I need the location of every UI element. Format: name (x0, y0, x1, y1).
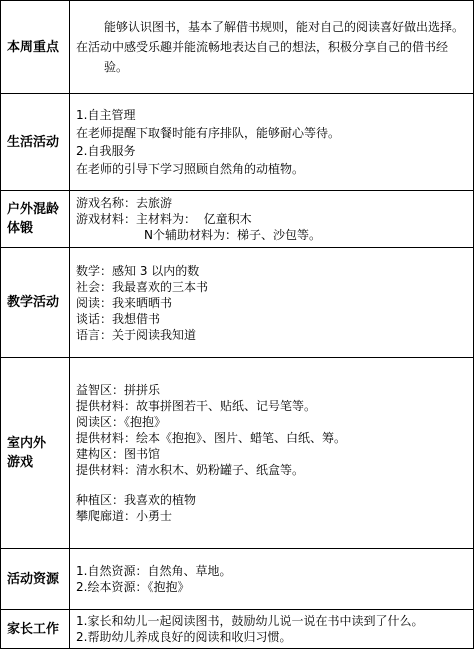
content-line: N个辅助材料为：梯子、沙包等。 (144, 228, 321, 242)
row-label-teaching: 教学活动 (1, 248, 70, 358)
table-row (1, 248, 474, 358)
content-line: 2.绘本资源：《抱抱》 (76, 580, 190, 594)
content-line: 2.自我服务 (76, 144, 136, 158)
content-line: 阅读区：《抱抱》 (76, 415, 167, 429)
row-content-teaching (70, 248, 474, 358)
content-line: 攀爬廊道：小勇士 (76, 509, 173, 523)
content-line: 2.帮助幼儿养成良好的阅读和收归习惯。 (76, 630, 292, 644)
content-line: 在活动中感受乐趣并能流畅地表达自己的想法，积极分享自己的借书经 (76, 40, 449, 54)
row-content-resources (70, 549, 474, 610)
content-line: 1.家长和幼儿一起阅读图书，鼓励幼儿说一说在书中读到了什么。 (76, 614, 424, 628)
row-content-outdoor-exercise (70, 191, 474, 248)
table-row (1, 549, 474, 610)
table-row (1, 1, 474, 94)
content-line: 在老师提醒下取餐时能有序排队，能够耐心等待。 (76, 126, 341, 140)
table-row (1, 191, 474, 248)
content-line: 提供材料：清水积木、奶粉罐子、纸盒等。 (76, 463, 305, 477)
content-line: 谈话：我想借书 (76, 311, 161, 326)
row-label-outdoor-exercise (1, 191, 70, 248)
content-line: 1.自然资源：自然角、草地。 (76, 564, 232, 578)
row-label-weekly-focus: 本周重点 (1, 1, 70, 94)
content-line: 1.自主管理 (76, 108, 136, 122)
row-content-games (70, 358, 474, 549)
row-label-parent-work: 家长工作 (1, 610, 70, 649)
content-line: 数学：感知 3 以内的数 (76, 263, 200, 278)
content-line: 提供材料：绘本《抱抱》、图片、蜡笔、白纸、筹。 (76, 431, 347, 445)
content-line: 社会：我最喜欢的三本书 (76, 279, 209, 294)
row-label-games (1, 358, 70, 549)
content-line: 游戏名称：去旅游 (76, 196, 173, 210)
spacer (76, 478, 469, 492)
table-row (1, 94, 474, 191)
content-line: 提供材料：故事拼图若干、贴纸、记号笔等。 (76, 399, 317, 413)
content-line: 验。 (104, 60, 129, 74)
content-line: 游戏材料：主材料为： 亿童积木 (76, 212, 252, 226)
label-line: 室内外 (7, 436, 47, 451)
row-content-weekly-focus (70, 1, 474, 94)
row-content-daily-life (70, 94, 474, 191)
content-line: 在老师的引导下学习照顾自然角的动植物。 (76, 162, 305, 176)
content-line: 语言：关于阅读我知道 (76, 327, 197, 342)
label-line: 体锻 (7, 221, 34, 236)
row-content-parent-work (70, 610, 474, 649)
row-label-resources: 活动资源 (1, 549, 70, 610)
content-line: 阅读：我来晒晒书 (76, 295, 173, 310)
content-line: 种植区：我喜欢的植物 (76, 493, 197, 507)
content-line: 能够认识图书，基本了解借书规则，能对自己的阅读喜好做出选择。 (104, 20, 465, 34)
table-row (1, 358, 474, 549)
table-row (1, 610, 474, 649)
label-line: 户外混龄 (7, 202, 60, 217)
content-line: 建构区：图书馆 (76, 447, 161, 461)
content-line: 益智区：拼拼乐 (76, 383, 161, 397)
label-line: 游戏 (7, 455, 34, 470)
row-label-daily-life: 生活活动 (1, 94, 70, 191)
